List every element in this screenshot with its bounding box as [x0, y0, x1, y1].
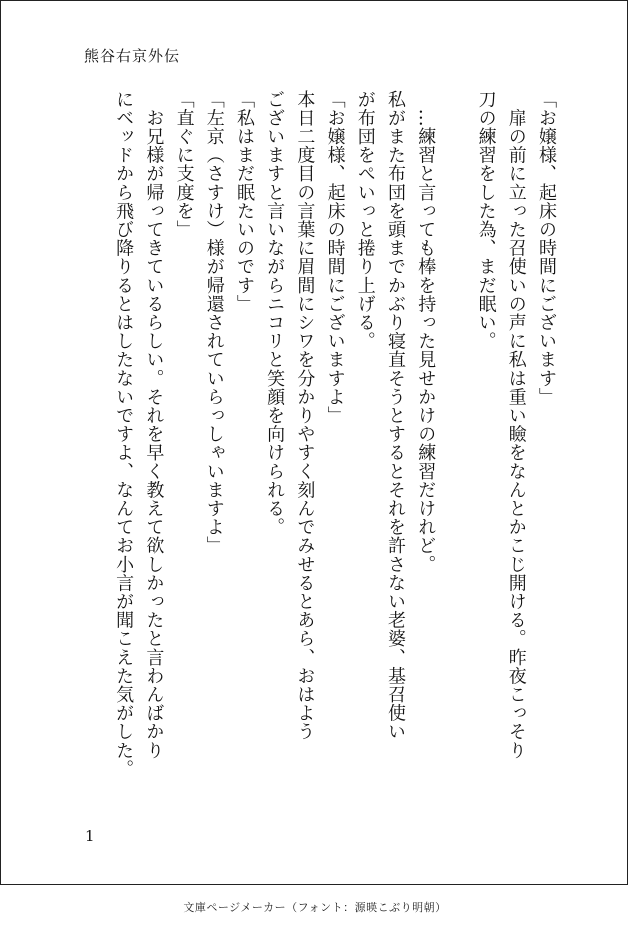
- text-line: が布団をぺいっと捲り上げる。: [354, 90, 376, 351]
- text-line: 刀の練習をした為、まだ眠い。: [475, 90, 497, 351]
- text-line: 「お嬢様、起床の時間にございますよ」: [324, 90, 346, 425]
- text-line: 扉の前に立った召使いの声に私は重い瞼をなんとかこじ開ける。昨夜こっそり: [505, 90, 527, 760]
- blank-line: [440, 90, 470, 820]
- text-line: 私がまた布団を頭までかぶり寝直そうとするとそれを許さない老婆、基召使い: [384, 90, 406, 741]
- text-line: …練習と言っても棒を持った見せかけの練習だけれど。: [415, 90, 437, 574]
- text-line: にベッドから飛び降りるとはしたないですよ、なんてお小言が聞こえた気がした。: [113, 90, 135, 779]
- text-line: お兄様が帰ってきているらしい。それを早く教えて欲しかったと言わんばかり: [143, 90, 165, 760]
- text-line: 本日二度目の言葉に眉間にシワを分かりやすく刻んでみせるとあら、おはよう: [294, 90, 316, 741]
- text-line: 「私はまだ眠たいのです」: [233, 90, 255, 314]
- text-line: 「お嬢様、起床の時間にございます」: [536, 90, 557, 407]
- text-line: ございますと言いながらニコリと笑顔を向けられる。: [264, 90, 286, 537]
- book-title: 熊谷右京外伝: [84, 47, 181, 65]
- page-number: 1: [85, 827, 95, 845]
- text-line: 「左京（さすけ）様が帰還されていらっしゃいますよ」: [203, 90, 225, 555]
- text-line: 「直ぐに支度を」: [173, 90, 195, 239]
- vertical-text-body: [79, 90, 561, 820]
- footer-credit: 文庫ページメーカー（フォント：源暎こぶり明朝）: [183, 901, 447, 914]
